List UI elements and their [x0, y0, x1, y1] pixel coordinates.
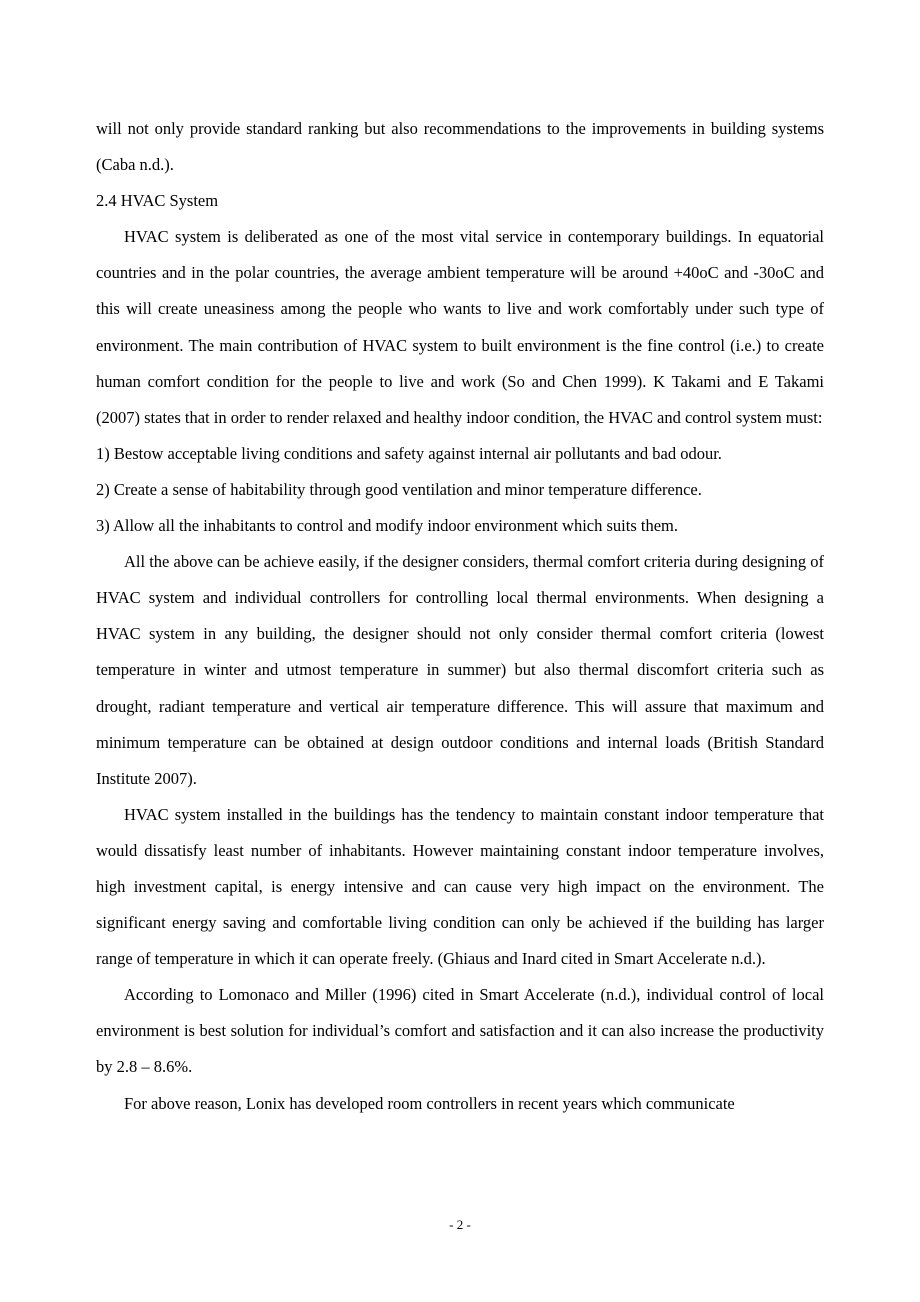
paragraph-individual-control: According to Lomonaco and Miller (1996) cited in Smart Accelerate (n.d.), individual control of local environment is best solution for individual’s comfort and satisfaction and it can also increase the productivity by 2.8 – 8.6%.: [96, 985, 824, 1077]
list-item: 1) Bestow acceptable living conditions and safety against internal air pollutants and bad odour.: [96, 443, 722, 463]
list-item: 2) Create a sense of habitability through good ventilation and minor temperature difference.: [96, 479, 702, 499]
paragraph-thermal-comfort: All the above can be achieve easily, if the designer considers, thermal comfort criteria during designing of HVAC system and individual controllers for controlling local thermal environments. When designing a HVAC system in any building, the designer should not only consider thermal comfort criteria (lowest temperature in winter and utmost temperature in summer) but also thermal discomfort criteria such as drought, radiant temperature and vertical air temperature difference. This will assure that maximum and minimum temperature can be obtained at design outdoor conditions and internal loads (British Standard Institute 2007).: [96, 552, 824, 788]
paragraph-hvac-intro: HVAC system is deliberated as one of the most vital service in contemporary buildings. In equatorial countries and in the polar countries, the average ambient temperature will be around +40oC and -30oC and this will create uneasiness among the people who wants to live and work comfortably under such type of environment. The main contribution of HVAC system to built environment is the fine control (i.e.) to create human comfort condition for the people to live and work (So and Chen 1999). K Takami and E Takami (2007) states that in order to render relaxed and healthy indoor condition, the HVAC and control system must:: [96, 227, 824, 427]
list-item: 3) Allow all the inhabitants to control and modify indoor environment which suits them.: [96, 516, 678, 536]
paragraph-lonix: For above reason, Lonix has developed room controllers in recent years which communicate: [124, 1093, 735, 1113]
paragraph-continuation: will not only provide standard ranking but also recommendations to the improvements in building systems (Caba n.d.).: [96, 119, 824, 175]
section-heading: 2.4 HVAC System: [96, 191, 219, 211]
paragraph-constant-temperature: HVAC system installed in the buildings has the tendency to maintain constant indoor temperature that would dissatisfy least number of inhabitants. However maintaining constant indoor temperature involves, high investment capital, is energy intensive and can cause very high impact on the environment. The significant energy saving and comfortable living condition can only be achieved if the building has larger range of temperature in which it can operate freely. (Ghiaus and Inard cited in Smart Accelerate n.d.).: [96, 804, 824, 969]
requirements-list: [96, 436, 824, 544]
page-number: - 2 -: [449, 1217, 471, 1232]
document-page: [96, 111, 824, 1122]
